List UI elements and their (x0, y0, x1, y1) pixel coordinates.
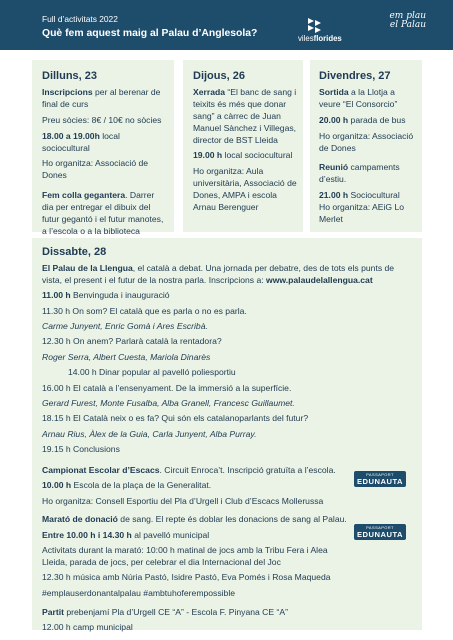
match-time: 12.00 h camp municipal (42, 621, 133, 632)
program-speakers: Roger Serra, Albert Cuesta, Mariola Dinarès (42, 351, 211, 362)
match-title: Partit prebenjamí Pla d’Urgell CE “A” - Escola F. Pinyana CE “A” (42, 606, 288, 617)
edunauta-badge: PASSAPORT EDUNAUTA (354, 471, 406, 487)
em-plau-el-palau-logo: em plau el Palau (389, 11, 426, 31)
header-title: Què fem aquest maig al Palau d’Anglesola? (42, 28, 258, 39)
divendres-item: Sortida a la Llotja a veure “El Consorcio” (319, 87, 398, 110)
program-line: 11.30 h On som? El català que es parla o no es parla. (42, 305, 247, 316)
program-line: 18.15 h El Català neix o es fa? Qui són els catalanoparlants del futur? (42, 413, 309, 424)
divendres-organizer: Ho organitza: Associació de Dones (319, 130, 414, 153)
dilluns-item: Inscripcions per al berenar de final de curs (42, 87, 161, 110)
dijous-time: 19.00 h local sociocultural (193, 150, 293, 161)
day-title-dijous: Dijous, 26 (193, 70, 245, 82)
card-dijous (183, 60, 303, 232)
marathon-music: 12.30 h música amb Núria Pastó, Isidre Pastó, Eva Pomés i Rosa Maqueda (42, 572, 331, 583)
marathon-time: Entre 10.00 h i 14.30 h al pavelló municipal (42, 529, 210, 540)
card-divendres (310, 60, 422, 232)
divendres-item-2: Reunió campaments d’estiu. (319, 162, 400, 185)
program-line: 19.15 h Conclusions (42, 443, 120, 454)
divendres-organizer-2: Ho organitza: AEiG Lo Merlet (319, 202, 405, 224)
program-line: 14.00 h Dinar popular al pavelló poliesportiu (68, 367, 236, 378)
program-speakers: Gerard Furest, Monte Fusalba, Alba Granell, Francesc Guillaumet. (42, 397, 295, 408)
dissabte-intro: El Palau de la Llengua, el català a debat. Una jornada per debatre, des de tots els punts de vista, el present i el futur de la nostra parla. Inscripcions a: www.palaudelallengua.cat (42, 263, 395, 286)
dilluns-organizer: Ho organitza: Associació de Dones (42, 158, 149, 181)
chess-time: 10.00 h Escola de la plaça de la Generalitat. (42, 480, 212, 491)
day-title-dissabte: Dissabte, 28 (42, 246, 107, 258)
header-subtitle: Full d’activitats 2022 (42, 14, 118, 24)
divendres-time-2: 21.00 h Sociocultural (319, 190, 400, 201)
flower-icon (304, 18, 324, 34)
chess-organizer: Ho organitza: Consell Esportiu del Pla d’Urgell i Club d’Escacs Mollerussa (42, 495, 324, 506)
marathon-hashtags: #emplauserdonantalpalau #ambtuhoferempossible (42, 587, 236, 598)
program-line: 11.00 h Benvinguda i inauguració (42, 290, 170, 301)
dilluns-price: Preu sòcies: 8€ / 10€ no sòcies (42, 114, 162, 125)
divendres-time: 20.00 h parada de bus (319, 114, 406, 125)
card-dilluns (32, 60, 174, 236)
program-line: 16.00 h El català a l’ensenyament. De la immersió a la superfície. (42, 382, 292, 393)
palau-llengua-link[interactable]: www.palaudelallengua.cat (266, 275, 373, 286)
viles-florides-text: vilesflorides (298, 34, 342, 43)
marathon-title: Marató de donació de sang. El repte és doblar les donacions de sang al Palau. (42, 514, 347, 525)
card-dissabte (32, 238, 422, 630)
program-speakers: Carme Junyent, Enric Gomà i Ares Escribà. (42, 321, 208, 332)
dilluns-item-2: Fem colla gegantera. Darrer dia per entregar el dibuix del futur gegantó i el futur manotes, a l’escola o a la biblioteca (42, 190, 164, 236)
viles-florides-logo (296, 18, 356, 46)
dijous-organizer: Ho organitza: Aula universitària, Associació de Dones, AMPA i escola Arnau Berenguer (193, 166, 297, 212)
dijous-item: Xerrada “El banc de sang i teixits és més que donar sang” a càrrec de Juan Manuel Sànchez i Villegas, director de BST Lleida (193, 87, 297, 145)
day-title-dilluns: Dilluns, 23 (42, 70, 98, 82)
edunauta-badge: PASSAPORT EDUNAUTA (354, 524, 406, 540)
program-speakers: Arnau Rius, Àlex de la Guia, Carla Junyent, Alba Purray. (42, 428, 257, 439)
marathon-activities: Activitats durant la marató: 10:00 h matinal de jocs amb la Tribu Fera i Alea Lleida, parada de jocs, per celebrar el dia Internacional del Joc (42, 545, 328, 567)
dilluns-time: 18.00 a 19.00h local sociocultural (42, 130, 120, 153)
program-line: 12.30 h On anem? Parlarà català la rentadora? (42, 336, 222, 347)
chess-title: Campionat Escolar d’Escacs. Circuit Enroca’t. Inscripció gratuïta a l’escola. (42, 464, 336, 475)
day-title-divendres: Divendres, 27 (319, 70, 391, 82)
header (0, 0, 453, 50)
